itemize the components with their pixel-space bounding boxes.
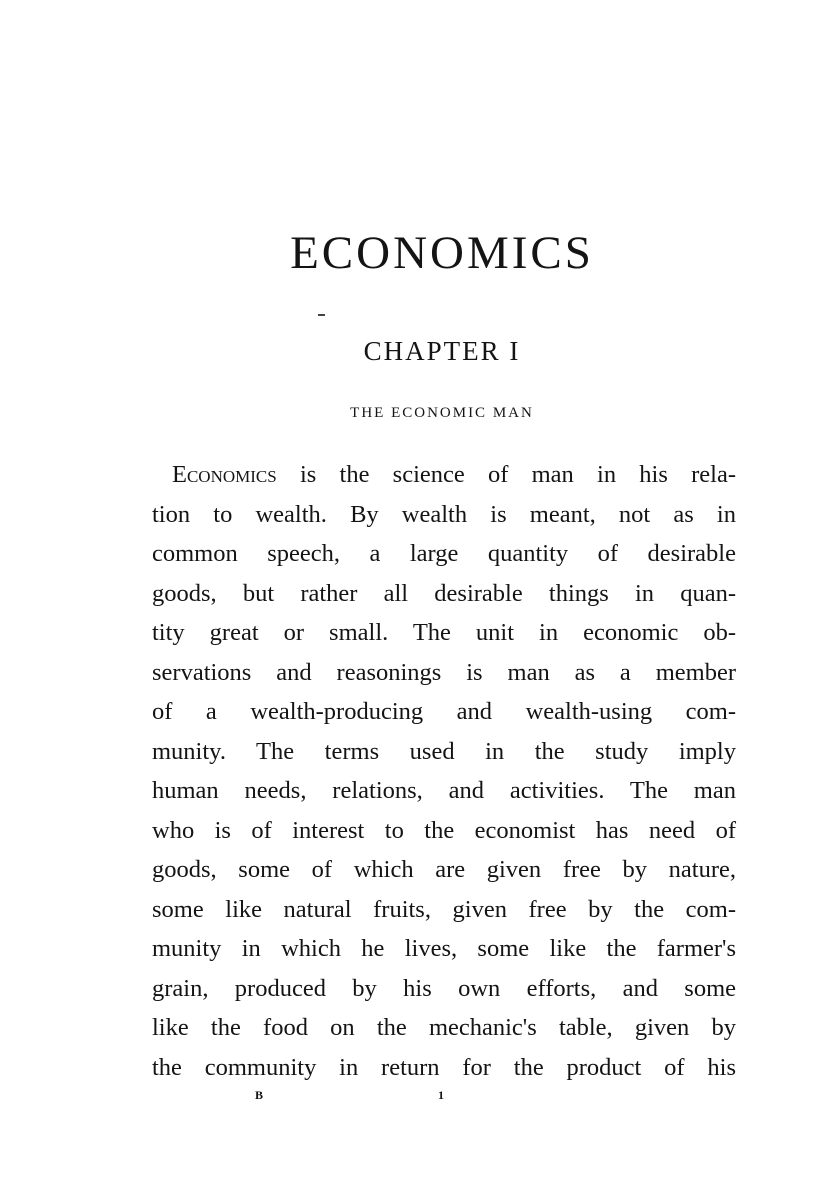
title-dash-mark (318, 314, 325, 316)
text-line: tion to wealth. By wealth is meant, not as in (152, 500, 736, 528)
text-line: servations and reasonings is man as a member (152, 658, 736, 686)
text-line: common speech, a large quantity of desirable (152, 540, 736, 567)
text-line: some like natural fruits, given free by the com- (152, 895, 736, 923)
text-line: of a wealth-producing and wealth-using com- (152, 698, 736, 725)
book-title: ECONOMICS (290, 227, 594, 279)
text-line: the community in return for the product of his (152, 1053, 736, 1081)
text-line-rest: is the science of man in his rela- (276, 461, 736, 488)
text-line: like the food on the mechanic's table, given by (152, 1014, 736, 1041)
page-number: 1 (438, 1088, 444, 1102)
chapter-heading: CHAPTER I (363, 336, 521, 366)
text-line: munity. The terms used in the study imply (152, 737, 736, 765)
chapter-subtitle: THE ECONOMIC MAN (350, 405, 534, 421)
first-word: Economics (172, 461, 277, 488)
signature-mark: B (255, 1088, 265, 1102)
text-line: goods, some of which are given free by nature, (152, 856, 736, 883)
text-line: human needs, relations, and activities. The man (152, 777, 736, 804)
text-line: who is of interest to the economist has need of (152, 816, 736, 844)
text-line: grain, produced by his own efforts, and some (152, 974, 736, 1002)
text-line: munity in which he lives, some like the farmer's (152, 935, 736, 962)
text-line: tity great or small. The unit in economic ob- (152, 619, 736, 646)
text-line (152, 455, 736, 495)
body-paragraph (152, 455, 736, 1087)
text-line: goods, but rather all desirable things in quan- (152, 579, 736, 607)
